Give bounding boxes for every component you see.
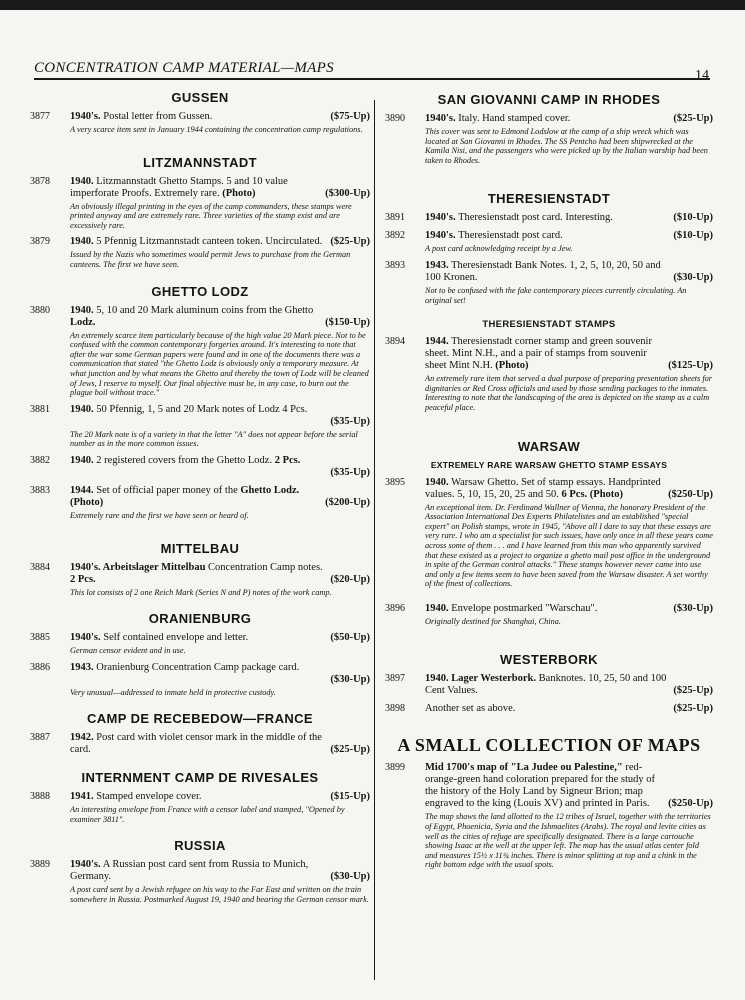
section-heading-mittelbau: MITTELBAU bbox=[160, 540, 240, 556]
lot-description: An obviously illegal printing in the eyes of the camp commanders, these stamps were printed anyway and are extremely rare. Three varieties of the stamp exist and are excessively rare. bbox=[70, 201, 352, 230]
lot-year: 1940. bbox=[70, 304, 94, 316]
lot-price: ($75-Up) bbox=[330, 111, 370, 122]
lot-number: 3892 bbox=[385, 230, 405, 242]
lot-year: 1940's. bbox=[70, 111, 101, 122]
header-rule bbox=[34, 78, 710, 80]
section-heading-russia: RUSSIA bbox=[174, 838, 226, 854]
lot-title: Theresienstadt corner stamp and green souvenir sheet. Mint N.H., and a pair of stamps from souvenir sheet Mint N.H. bbox=[425, 336, 652, 372]
lot-title-line bbox=[70, 404, 370, 416]
lot-number: 3895 bbox=[385, 476, 405, 488]
lot-title-line bbox=[70, 485, 370, 497]
lot-price: ($250-Up) bbox=[668, 488, 713, 500]
page-number: 14 bbox=[695, 68, 709, 83]
lot-price: ($25-Up) bbox=[330, 744, 370, 756]
lot-bold-text: Ghetto Lodz. bbox=[240, 484, 300, 496]
lot-description: Not to be confused with the fake contemporary pieces currently circulating. An original set! bbox=[425, 285, 687, 305]
lot-year: 1940's. bbox=[70, 632, 101, 644]
lot-number: 3894 bbox=[385, 336, 405, 348]
lot-number: 3879 bbox=[30, 236, 50, 248]
lot-title: Postal letter from Gussen. bbox=[103, 111, 213, 122]
lot-price: ($25-Up) bbox=[673, 685, 713, 697]
lot-price: ($35-Up) bbox=[330, 466, 370, 478]
section-heading-oranienburg: ORANIENBURG bbox=[148, 611, 252, 627]
lot-title: Theresienstadt post card. Interesting. bbox=[458, 212, 613, 224]
lot-3890 bbox=[385, 113, 713, 165]
section-heading-westerbork: WESTERBORK bbox=[500, 652, 598, 668]
lot-3899 bbox=[385, 762, 713, 870]
lot-description: Extremely rare and the first we have seen or heard of. bbox=[70, 510, 249, 520]
lot-number: 3885 bbox=[30, 632, 50, 644]
lot-title: 2 registered covers from the Ghetto Lodz. bbox=[96, 454, 273, 466]
lot-price: ($25-Up) bbox=[330, 236, 370, 248]
lot-number: 3899 bbox=[385, 762, 405, 774]
lot-price: ($30-Up) bbox=[330, 673, 370, 685]
photo-tag: (Photo) bbox=[222, 187, 256, 199]
section-heading-rivesaltes: INTERNMENT CAMP DE RIVESALES bbox=[81, 770, 319, 786]
lot-title: Italy. Hand stamped cover. bbox=[458, 113, 571, 124]
lot-number: 3893 bbox=[385, 259, 405, 271]
lot-3891 bbox=[385, 212, 713, 224]
lot-price: ($300-Up) bbox=[325, 187, 370, 199]
lot-year: 1944. bbox=[70, 484, 94, 496]
lot-title: Self contained envelope and letter. bbox=[103, 632, 249, 644]
lot-title: Theresienstadt post card. bbox=[458, 230, 563, 242]
lot-bold-text: 2 Pcs. bbox=[274, 454, 301, 466]
lot-price: ($150-Up) bbox=[325, 316, 370, 328]
lot-number: 3891 bbox=[385, 212, 405, 224]
lot-description: A very scarce item sent in January 1944 containing the concentration camp regulations. bbox=[70, 125, 363, 134]
lot-price: ($20-Up) bbox=[330, 573, 370, 585]
lot-number: 3882 bbox=[30, 454, 50, 466]
lot-3894 bbox=[385, 336, 713, 412]
section-heading-warsaw: WARSAW bbox=[517, 438, 581, 454]
lot-year: 1940. bbox=[425, 602, 449, 614]
lot-year: 1940. bbox=[70, 175, 94, 187]
photo-tag: (Photo) bbox=[495, 360, 529, 372]
lot-price: ($30-Up) bbox=[673, 602, 713, 614]
lot-title: Warsaw Ghetto. Set of stamp essays. Handprinted values. 5, 10, 15, 20, 25 and 50. bbox=[425, 476, 661, 500]
lot-price: ($125-Up) bbox=[668, 360, 713, 372]
lot-title: Oranienburg Concentration Camp package card. bbox=[96, 661, 300, 673]
lot-title: Theresienstadt Bank Notes. 1, 2, 5, 10, 20, 50 and 100 Kronen. bbox=[425, 259, 661, 283]
lot-3885 bbox=[30, 632, 370, 656]
lot-3878 bbox=[30, 176, 370, 231]
photo-tag: (Photo) bbox=[70, 496, 104, 508]
lot-number: 3883 bbox=[30, 484, 50, 496]
lot-title: red-orange-green hand coloration prepared for the study of the history of the Holy Land by Signeur Brion; map engraved to the king (Louis XV) and printed in Paris. bbox=[425, 762, 656, 810]
lot-description: An interesting envelope from France with a censor label and stamped, "Opened by examiner 3811". bbox=[70, 805, 345, 824]
lot-number: 3887 bbox=[30, 732, 50, 744]
lot-3893 bbox=[385, 260, 713, 305]
lot-title: Post card with violet censor mark in the middle of the card. bbox=[70, 732, 322, 756]
lot-bold-text: 2 Pcs. bbox=[70, 573, 96, 585]
lot-title: 5, 10 and 20 Mark aluminum coins from the Ghetto bbox=[96, 304, 314, 316]
lot-price: ($50-Up) bbox=[330, 632, 370, 644]
section-heading-litzmannstadt: LITZMANNSTADT bbox=[143, 154, 257, 170]
section-heading-maps: A SMALL COLLECTION OF MAPS bbox=[397, 735, 701, 756]
lot-description: An extremely scarce item particularly because of the high value 20 Mark piece. Not to be confused with the common contemporary forgeries around. It's interesting to note that after the war some German papers were found and in one of the documents there was a communication that stated "the Ghetto Lodz is obviously only a temporary measure. At what junction and by what means the Ghetto and thereby the town of Lodz will be cleaned of Jews, I reserve to myself. Our final objective must be, in any case, to burn out the plague boil without trace." bbox=[70, 330, 369, 398]
lot-bold-text: 6 Pcs. (Photo) bbox=[561, 488, 624, 500]
lot-3877 bbox=[30, 111, 370, 135]
scan-top-edge bbox=[0, 0, 745, 10]
lot-3892 bbox=[385, 230, 713, 254]
section-heading-gussen: GUSSEN bbox=[171, 90, 229, 105]
lot-year: 1944. bbox=[425, 336, 449, 348]
lot-3898 bbox=[385, 703, 713, 715]
lot-title: 50 Pfennig, 1, 5 and 20 Mark notes of Lodz 4 Pcs. bbox=[96, 403, 308, 415]
lot-number: 3898 bbox=[385, 703, 405, 715]
lot-3881 bbox=[30, 404, 370, 449]
lot-description: A post card acknowledging receipt by a Jew. bbox=[425, 244, 573, 254]
lot-number: 3877 bbox=[30, 111, 50, 122]
lot-title: Concentration Camp notes. bbox=[208, 561, 323, 573]
lot-description: The 20 Mark note is of a variety in that the letter "A" does not appear before the serial number as in the more common issues. bbox=[70, 429, 358, 449]
lot-title: Stamped envelope cover. bbox=[96, 791, 202, 803]
lot-price: ($10-Up) bbox=[673, 212, 713, 224]
lot-number: 3889 bbox=[30, 859, 50, 871]
lot-3882 bbox=[30, 455, 370, 479]
section-heading-ghetto-lodz: GHETTO LODZ bbox=[151, 283, 249, 299]
lot-number: 3886 bbox=[30, 661, 50, 673]
lot-title: A Russian post card sent from Russia to Munich, Germany. bbox=[70, 859, 309, 883]
lot-price: ($15-Up) bbox=[330, 791, 370, 803]
column-divider bbox=[374, 100, 375, 980]
lot-3880 bbox=[30, 305, 370, 398]
left-column bbox=[30, 90, 370, 905]
lot-year: 1940's. Arbeitslager Mittelbau bbox=[70, 561, 206, 573]
page-header-title: CONCENTRATION CAMP MATERIAL—MAPS bbox=[34, 60, 334, 76]
lot-price: ($25-Up) bbox=[673, 113, 713, 124]
lot-number: 3896 bbox=[385, 602, 405, 614]
lot-number: 3884 bbox=[30, 561, 50, 573]
lot-year: 1940's. bbox=[425, 230, 456, 242]
section-subheading-warsaw-essays: EXTREMELY RARE WARSAW GHETTO STAMP ESSAYS bbox=[430, 459, 668, 470]
lot-3887 bbox=[30, 732, 370, 756]
lot-year: 1940. bbox=[425, 476, 449, 488]
lot-title: 5 Pfennig Litzmannstadt canteen token. Uncirculated. bbox=[96, 236, 323, 248]
lot-price: ($30-Up) bbox=[330, 871, 370, 883]
section-heading-san-giovanni: SAN GIOVANNI CAMP IN RHODES bbox=[437, 92, 661, 107]
lot-year: 1940's. bbox=[70, 859, 101, 871]
lot-3883 bbox=[30, 485, 370, 521]
lot-number: 3888 bbox=[30, 791, 50, 803]
lot-number: 3881 bbox=[30, 403, 50, 415]
lot-price: ($250-Up) bbox=[668, 798, 713, 810]
lot-3888 bbox=[30, 791, 370, 824]
section-heading-theresienstadt: THERESIENSTADT bbox=[487, 191, 611, 207]
lot-year: 1940. Lager Westerbork. bbox=[425, 673, 537, 685]
lot-3895 bbox=[385, 477, 713, 589]
lot-3884 bbox=[30, 562, 370, 598]
lot-title: Envelope postmarked "Warschau". bbox=[451, 602, 598, 614]
lot-3897 bbox=[385, 673, 713, 697]
lot-price: ($200-Up) bbox=[325, 496, 370, 508]
lot-bold-text: Lodz. bbox=[70, 316, 96, 328]
lot-description: Very unusual—addressed to inmate held in protective custody. bbox=[70, 687, 276, 697]
lot-price: ($25-Up) bbox=[673, 703, 713, 715]
lot-title: Litzmannstadt Ghetto Stamps. 5 and 10 value imperforate Proofs. Extremely rare. bbox=[70, 175, 288, 199]
lot-year: 1940. bbox=[70, 236, 94, 248]
lot-description: Originally destined for Shanghai, China. bbox=[425, 616, 561, 626]
lot-title-line bbox=[70, 455, 370, 467]
lot-year: 1940's. bbox=[425, 113, 456, 124]
lot-title: Banknotes. 10, 25, 50 and 100 Cent Values. bbox=[425, 673, 667, 697]
lot-description: An extremely rare item that served a dual purpose of preparing presentation sheets for dignitaries or Red Cross officials and used by those sending packages to the inmates. Interesting to note that the landscaping of the area is depicted on the stamp as a calm peaceful place. bbox=[425, 374, 713, 412]
lot-3889 bbox=[30, 859, 370, 904]
lot-year: 1940. bbox=[70, 454, 94, 466]
lot-year: 1940. bbox=[70, 403, 94, 415]
lot-description: The map shows the land allotted to the 12 tribes of Israel, together with the territories of Egypt, Phoenicia, Syria and the Ishmaelites (Arabs). The royal and levite cities as well as the cities of refuge are specifically designated. There is a large cartouche showing Isaac at the well at the upper left. The map has the usual atlas center fold and measures 15½ x 11¾ inches. There is minor splitting at top and a chink in the right bottom edge with the usual spots. bbox=[425, 812, 711, 870]
lot-description: A post card sent by a Jewish refugee on his way to the Far East and written on the train somewhere in Russia. Postmarked August 19, 1940 and bearing the German censor mark. bbox=[70, 885, 369, 905]
lot-description: German censor evident and in use. bbox=[70, 646, 186, 656]
lot-year: 1941. bbox=[70, 791, 94, 803]
lot-description: Issued by the Nazis who sometimes would permit Jews to purchase from the German canteens. The first we have seen. bbox=[70, 250, 351, 269]
lot-description: This cover was sent to Edmond Lodslow at the camp of a ship wreck which was located at San Giovanni in Rhodes. The SS Pentcho had been shipwrecked at the Kamila Nisi, and the passengers who were picked up by the Italian warship had been taken to Rhodes. bbox=[425, 127, 708, 165]
lot-3896 bbox=[385, 603, 713, 627]
lot-title: Set of official paper money of the bbox=[96, 484, 238, 496]
lot-number: 3878 bbox=[30, 175, 50, 187]
lot-price: ($30-Up) bbox=[673, 271, 713, 283]
lot-year: 1942. bbox=[70, 732, 94, 744]
section-heading-theresienstadt-stamps: THERESIENSTADT STAMPS bbox=[482, 319, 616, 331]
lot-price: ($35-Up) bbox=[330, 415, 370, 427]
lot-description: An exceptional item. Dr. Ferdinand Wallner of Vienna, the honorary President of the Association International Des Experts Philatelistes and an established "special expert" on Polish stamps, wrote in 1945, "Above all I dare to say that these essays are very rare. I who am a specialist for such issues, have only once in all these years come across some of them . . . and I have learned from this man who apparently survived that these existed as a project to organize a ghetto mail post office in the underground in spite of the German control attacks." These stamps however never came into use and only a few items seem to have been saved from the Warsaw disaster. A set worthy of the finest of collections. bbox=[425, 502, 713, 589]
lot-3886 bbox=[30, 662, 370, 698]
right-column bbox=[385, 90, 713, 870]
lot-title: Another set as above. bbox=[425, 703, 516, 715]
lot-year: 1943. bbox=[425, 259, 449, 271]
lot-price: ($10-Up) bbox=[673, 230, 713, 242]
section-heading-recebedow: CAMP DE RECEBEDOW—FRANCE bbox=[86, 711, 314, 727]
lot-year: 1940's. bbox=[425, 212, 456, 224]
lot-year: 1943. bbox=[70, 661, 94, 673]
lot-year: Mid 1700's map of "La Judee ou Palestine," bbox=[425, 762, 623, 774]
lot-3879 bbox=[30, 236, 370, 269]
lot-number: 3897 bbox=[385, 673, 405, 685]
lot-number: 3890 bbox=[385, 113, 405, 124]
lot-number: 3880 bbox=[30, 304, 50, 316]
lot-description: This lot consists of 2 one Reich Mark (Series N and P) notes of the work camp. bbox=[70, 587, 332, 597]
lot-title-line bbox=[70, 662, 370, 674]
